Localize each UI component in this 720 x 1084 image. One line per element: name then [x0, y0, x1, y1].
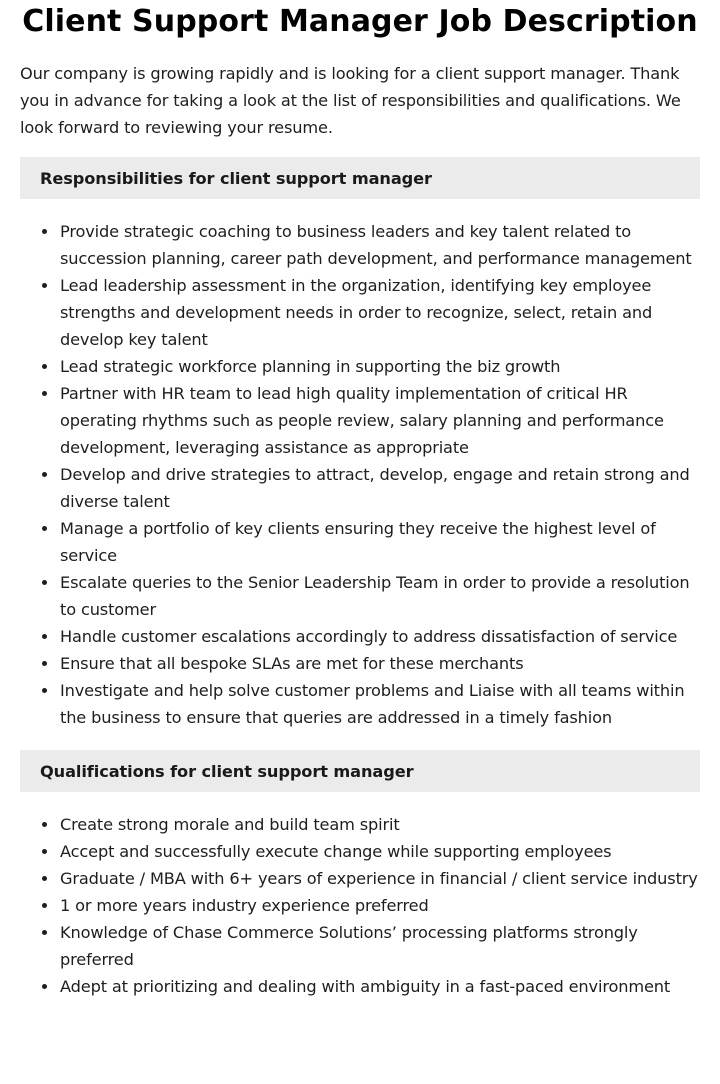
list-item-text: Manage a portfolio of key clients ensuring they receive the highest level of service — [60, 519, 656, 565]
list-item — [20, 650, 700, 677]
list-item — [20, 973, 700, 1000]
list-item-text: Create strong morale and build team spirit — [60, 815, 400, 834]
list-item-text: Investigate and help solve customer problems and Liaise with all teams within the business to ensure that queries are addressed in a timely fashion — [60, 681, 685, 727]
bullet-icon — [42, 283, 47, 288]
list-item-text: Partner with HR team to lead high quality implementation of critical HR operating rhythms such as people review, salary planning and performance development, leveraging assistance as appropriate — [60, 384, 664, 457]
bullet-icon — [42, 903, 47, 908]
qualifications-list — [20, 811, 700, 1000]
list-item — [20, 353, 700, 380]
bullet-icon — [42, 580, 47, 585]
bullet-icon — [42, 391, 47, 396]
list-item — [20, 677, 700, 731]
bullet-icon — [42, 661, 47, 666]
qualifications-heading: Qualifications for client support manager — [20, 750, 700, 792]
list-item — [20, 461, 700, 515]
intro-paragraph: Our company is growing rapidly and is looking for a client support manager. Thank you in advance for taking a look at the list of responsibilities and qualifications. We look forward to reviewing your resume. — [20, 64, 681, 137]
list-item — [20, 919, 700, 973]
list-item-text: Provide strategic coaching to business leaders and key talent related to succession planning, career path development, and performance management — [60, 222, 692, 268]
list-item — [20, 811, 700, 838]
list-item — [20, 515, 700, 569]
bullet-icon — [42, 822, 47, 827]
list-item — [20, 272, 700, 353]
bullet-icon — [42, 984, 47, 989]
list-item — [20, 892, 700, 919]
bullet-icon — [42, 229, 47, 234]
list-item-text: Ensure that all bespoke SLAs are met for these merchants — [60, 654, 524, 673]
list-item-text: Escalate queries to the Senior Leadership Team in order to provide a resolution to customer — [60, 573, 690, 619]
list-item — [20, 569, 700, 623]
list-item-text: Lead leadership assessment in the organization, identifying key employee strengths and development needs in order to recognize, select, retain and develop key talent — [60, 276, 653, 349]
list-item — [20, 838, 700, 865]
bullet-icon — [42, 849, 47, 854]
list-item-text: Adept at prioritizing and dealing with ambiguity in a fast-paced environment — [60, 977, 671, 996]
list-item-text: Knowledge of Chase Commerce Solutions’ processing platforms strongly preferred — [60, 923, 638, 969]
bullet-icon — [42, 634, 47, 639]
bullet-icon — [42, 930, 47, 935]
bullet-icon — [42, 472, 47, 477]
bullet-icon — [42, 526, 47, 531]
list-item-text: Lead strategic workforce planning in supporting the biz growth — [60, 357, 561, 376]
bullet-icon — [42, 364, 47, 369]
bullet-icon — [42, 688, 47, 693]
list-item — [20, 380, 700, 461]
responsibilities-heading: Responsibilities for client support manager — [20, 157, 700, 199]
page-title: Client Support Manager Job Description — [22, 4, 698, 39]
list-item-text: Handle customer escalations accordingly to address dissatisfaction of service — [60, 627, 678, 646]
list-item — [20, 623, 700, 650]
list-item-text: Develop and drive strategies to attract, develop, engage and retain strong and diverse talent — [60, 465, 690, 511]
bullet-icon — [42, 876, 47, 881]
list-item-text: Graduate / MBA with 6+ years of experience in financial / client service industry — [60, 869, 698, 888]
list-item-text: 1 or more years industry experience preferred — [60, 896, 429, 915]
list-item — [20, 218, 700, 272]
list-item — [20, 865, 700, 892]
list-item-text: Accept and successfully execute change while supporting employees — [60, 842, 612, 861]
responsibilities-list — [20, 218, 700, 731]
